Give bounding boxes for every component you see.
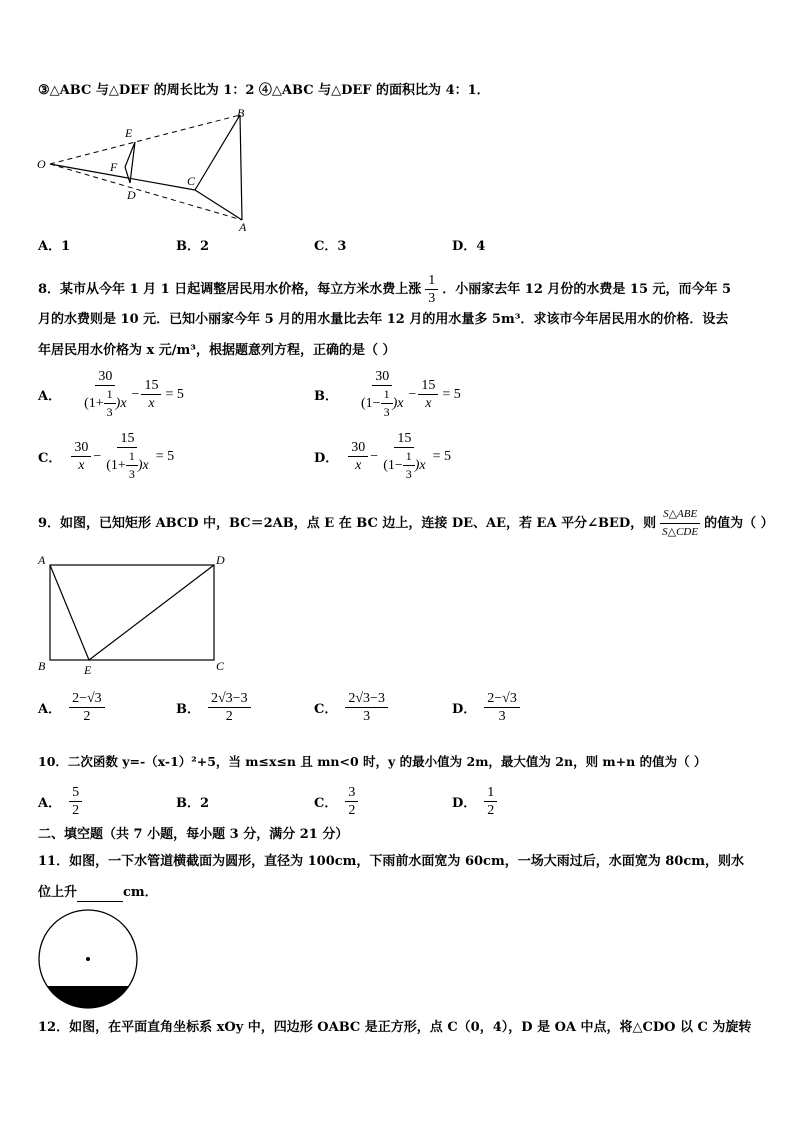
q10-option-c-letter: C． bbox=[314, 796, 338, 811]
q7-option-d: D．4 bbox=[452, 239, 486, 254]
ob-dashed-line bbox=[50, 115, 240, 164]
bc-line bbox=[195, 115, 240, 190]
q8-d-d1: x bbox=[355, 458, 362, 473]
q7-figure bbox=[30, 105, 260, 235]
q8-c-d2f-d: 3 bbox=[128, 467, 135, 481]
q8-option-d-letter: D． bbox=[314, 451, 339, 466]
q8-c-eq: = 5 bbox=[155, 448, 175, 464]
q8-a-term1 bbox=[81, 368, 129, 421]
q8-c-term2 bbox=[103, 430, 151, 483]
q9-c-den: 3 bbox=[363, 709, 371, 724]
ca-line bbox=[195, 190, 242, 220]
q8-frac-num: 1 bbox=[425, 272, 438, 290]
q8-b-eq: = 5 bbox=[442, 386, 461, 402]
q9-text-a: 9．如图，已知矩形 ABCD 中，BC＝2AB，点 E 在 BC 边上，连接 DE、AE，若 EA 平分∠BED，则 bbox=[38, 515, 657, 531]
q8-a-d1f-d: 3 bbox=[106, 405, 113, 419]
q8-d-term1 bbox=[348, 439, 368, 474]
q9-ratio-den: S△CDE bbox=[662, 526, 699, 538]
q10-c-num: 3 bbox=[345, 784, 358, 802]
q9-option-d-letter: D． bbox=[452, 702, 477, 717]
q12-line1: 12．如图，在平面直角坐标系 xOy 中，四边形 OABC 是正方形，点 C（0，4），D 是 OA 中点，将△CDO 以 C 为旋转 bbox=[38, 1020, 752, 1035]
q8-a-d1-frac bbox=[104, 386, 116, 421]
q7-option-a: A．1 bbox=[38, 239, 71, 254]
oa-dashed-line bbox=[50, 164, 242, 220]
q8-d-d2f-d: 3 bbox=[405, 467, 412, 481]
label-d: D bbox=[127, 188, 136, 202]
q9-ratio-num: S△ABE bbox=[660, 506, 700, 524]
q11-pipe-figure bbox=[36, 908, 142, 1012]
q9-option-d bbox=[452, 690, 520, 725]
q10-option-b: B．2 bbox=[176, 796, 210, 811]
q8-b-d1-x: )x bbox=[392, 396, 404, 411]
q8-frac-den: 3 bbox=[428, 291, 436, 306]
q8-c-term1 bbox=[71, 439, 91, 474]
label-e: E bbox=[84, 663, 92, 677]
q8-c-d2-open: (1+ bbox=[106, 458, 126, 473]
q10-option-a-frac bbox=[69, 784, 82, 819]
q8-option-b-letter: B． bbox=[314, 389, 338, 404]
label-d: D bbox=[216, 553, 225, 567]
q9-ratio-fraction bbox=[659, 506, 701, 541]
q9-option-b bbox=[176, 690, 251, 725]
q8-b-n1: 30 bbox=[372, 368, 392, 386]
q8-d-d2-open: (1− bbox=[383, 458, 403, 473]
q8-a-d1f-n: 1 bbox=[104, 386, 116, 404]
q8-a-d1-x: )x bbox=[115, 396, 127, 411]
q8-c-d2-frac bbox=[126, 448, 138, 483]
ae-line bbox=[50, 565, 89, 660]
q8-a-eq: = 5 bbox=[165, 386, 184, 402]
center-point bbox=[86, 957, 90, 961]
q9-d-den: 3 bbox=[498, 709, 506, 724]
q8-b-n2: 15 bbox=[418, 377, 438, 395]
q11-line2-unit: cm． bbox=[123, 885, 158, 900]
q8-b-d2: x bbox=[425, 396, 432, 411]
q8-b-d1 bbox=[358, 386, 406, 421]
q8-c-d2 bbox=[103, 448, 151, 483]
label-b: B bbox=[237, 106, 245, 120]
q7-option-b: B．2 bbox=[176, 239, 210, 254]
q8-d-n1: 30 bbox=[348, 439, 368, 457]
answer-blank[interactable] bbox=[77, 889, 123, 902]
q8-d-term2 bbox=[380, 430, 428, 483]
q9-option-c-frac bbox=[345, 690, 388, 725]
q8-c-n2: 15 bbox=[117, 430, 137, 448]
q7-option-c: C．3 bbox=[314, 239, 347, 254]
q8-d-d2-frac bbox=[403, 448, 415, 483]
q9-option-a bbox=[38, 690, 105, 725]
q9-text bbox=[38, 506, 774, 541]
q9-option-b-frac bbox=[208, 690, 251, 725]
q9-option-b-letter: B． bbox=[176, 702, 200, 717]
q9-a-den: 2 bbox=[83, 709, 91, 724]
q9-d-num: 2−√3 bbox=[484, 690, 520, 708]
q8-b-term2 bbox=[418, 377, 438, 412]
q9-text-b: 的值为（ ） bbox=[704, 515, 774, 531]
label-b: B bbox=[38, 659, 46, 673]
q8-line1 bbox=[38, 272, 731, 307]
section-heading: 二、填空题（共 7 小题，每小题 3 分，满分 21 分） bbox=[38, 827, 349, 842]
q9-option-d-frac bbox=[484, 690, 520, 725]
label-o: O bbox=[37, 157, 46, 171]
label-c: C bbox=[187, 174, 196, 188]
q11-line2-text: 位上升 bbox=[38, 885, 78, 900]
q10-option-a bbox=[38, 784, 82, 819]
q9-a-num: 2−√3 bbox=[69, 690, 105, 708]
q11-line2 bbox=[38, 884, 158, 902]
q8-c-d1: x bbox=[78, 458, 85, 473]
q8-option-d: D． $\frac{30}{x}$ − 15 (1− $\frac{1}{3}$ )x = 5 bbox=[314, 431, 452, 481]
label-c: C bbox=[216, 659, 225, 673]
rectangle-abcd bbox=[50, 565, 214, 660]
q10-option-d-frac bbox=[484, 784, 497, 819]
q9-rectangle-figure bbox=[30, 550, 240, 678]
q8-b-d1f-n: 1 bbox=[381, 386, 393, 404]
q8-d-d2-x: )x bbox=[414, 458, 426, 473]
q7-statements: ③△ABC 与△DEF 的周长比为 1：2 ④△ABC 与△DEF 的面积比为 4：1． bbox=[38, 83, 490, 98]
q10-d-num: 1 bbox=[484, 784, 497, 802]
q10-text: 10．二次函数 y=-（x-1）²+5，当 m≤x≤n 且 mn<0 时，y 的最小值为 2m，最大值为 2n，则 m+n 的值为（ ） bbox=[38, 754, 707, 769]
q8-line3: 年居民用水价格为 x 元/m³，根据题意列方程，正确的是（ ） bbox=[38, 343, 396, 358]
q8-c-n1: 30 bbox=[71, 439, 91, 457]
de-line bbox=[89, 565, 214, 660]
q9-b-num: 2√3−3 bbox=[208, 690, 251, 708]
q8-a-d2: x bbox=[148, 396, 155, 411]
q8-a-d1 bbox=[81, 386, 129, 421]
q10-option-c bbox=[314, 784, 358, 819]
label-f: F bbox=[110, 160, 118, 174]
q9-option-c bbox=[314, 690, 388, 725]
label-e: E bbox=[125, 126, 133, 140]
q10-option-d-letter: D． bbox=[452, 796, 477, 811]
q8-b-d1-open: (1− bbox=[361, 396, 381, 411]
q8-option-b: B． 30 (1− $\frac{1}{3}$ )x − $\frac{15}{x}$ = 5 bbox=[314, 369, 461, 419]
q8-d-n2: 15 bbox=[394, 430, 414, 448]
q8-line1-text: 8．某市从今年 1 月 1 日起调整居民用水价格，每立方米水费上涨 bbox=[38, 281, 422, 297]
fd-line bbox=[125, 167, 130, 183]
q8-option-c: C． $\frac{30}{x}$ − 15 (1+ $\frac{1}{3}$ )x = 5 bbox=[38, 431, 175, 481]
q8-a-d1-open: (1+ bbox=[84, 396, 104, 411]
q9-option-a-frac bbox=[69, 690, 105, 725]
q9-option-a-letter: A． bbox=[38, 702, 62, 717]
q11-line1: 11．如图，一下水管道横截面为圆形，直径为 100cm，下雨前水面宽为 60cm，一场大雨过后，水面宽为 80cm，则水 bbox=[38, 854, 744, 869]
q10-a-num: 5 bbox=[69, 784, 82, 802]
q8-d-d2 bbox=[380, 448, 428, 483]
q8-line1-rest: ．小丽家去年 12 月份的水费是 15 元，而今年 5 bbox=[442, 281, 732, 297]
q10-c-den: 2 bbox=[348, 803, 356, 818]
q8-a-n2: 15 bbox=[141, 377, 161, 395]
q10-d-den: 2 bbox=[487, 803, 495, 818]
label-a: A bbox=[239, 220, 247, 234]
q8-b-d1f-d: 3 bbox=[383, 405, 390, 419]
q8-option-c-letter: C． bbox=[38, 451, 62, 466]
q10-a-den: 2 bbox=[72, 803, 80, 818]
q8-d-d2f-n: 1 bbox=[403, 448, 415, 466]
q8-a-n1: 30 bbox=[95, 368, 115, 386]
q8-line2: 月的水费则是 10 元．已知小丽家今年 5 月的用水量比去年 12 月的用水量多 5m³．求该市今年居民用水的价格．设去 bbox=[38, 312, 729, 327]
q9-b-den: 2 bbox=[225, 709, 233, 724]
q9-option-c-letter: C． bbox=[314, 702, 338, 717]
q8-fraction bbox=[425, 272, 438, 307]
label-a: A bbox=[38, 553, 46, 567]
q10-option-c-frac bbox=[345, 784, 358, 819]
ba-line bbox=[240, 115, 242, 220]
oc-line bbox=[50, 164, 195, 190]
q10-option-d bbox=[452, 784, 497, 819]
q8-a-term2 bbox=[141, 377, 161, 412]
q8-option-a: A． 30 (1+ $\frac{1}{3}$ )x − $\frac{15}{x}$ = 5 bbox=[38, 369, 184, 419]
q8-b-term1 bbox=[358, 368, 406, 421]
q8-c-d2-x: )x bbox=[137, 458, 149, 473]
q8-b-d1-frac bbox=[381, 386, 393, 421]
q8-c-d2f-n: 1 bbox=[126, 448, 138, 466]
q8-option-a-letter: A． bbox=[38, 389, 62, 404]
q8-d-eq: = 5 bbox=[432, 448, 452, 464]
q10-option-a-letter: A． bbox=[38, 796, 62, 811]
q9-c-num: 2√3−3 bbox=[345, 690, 388, 708]
